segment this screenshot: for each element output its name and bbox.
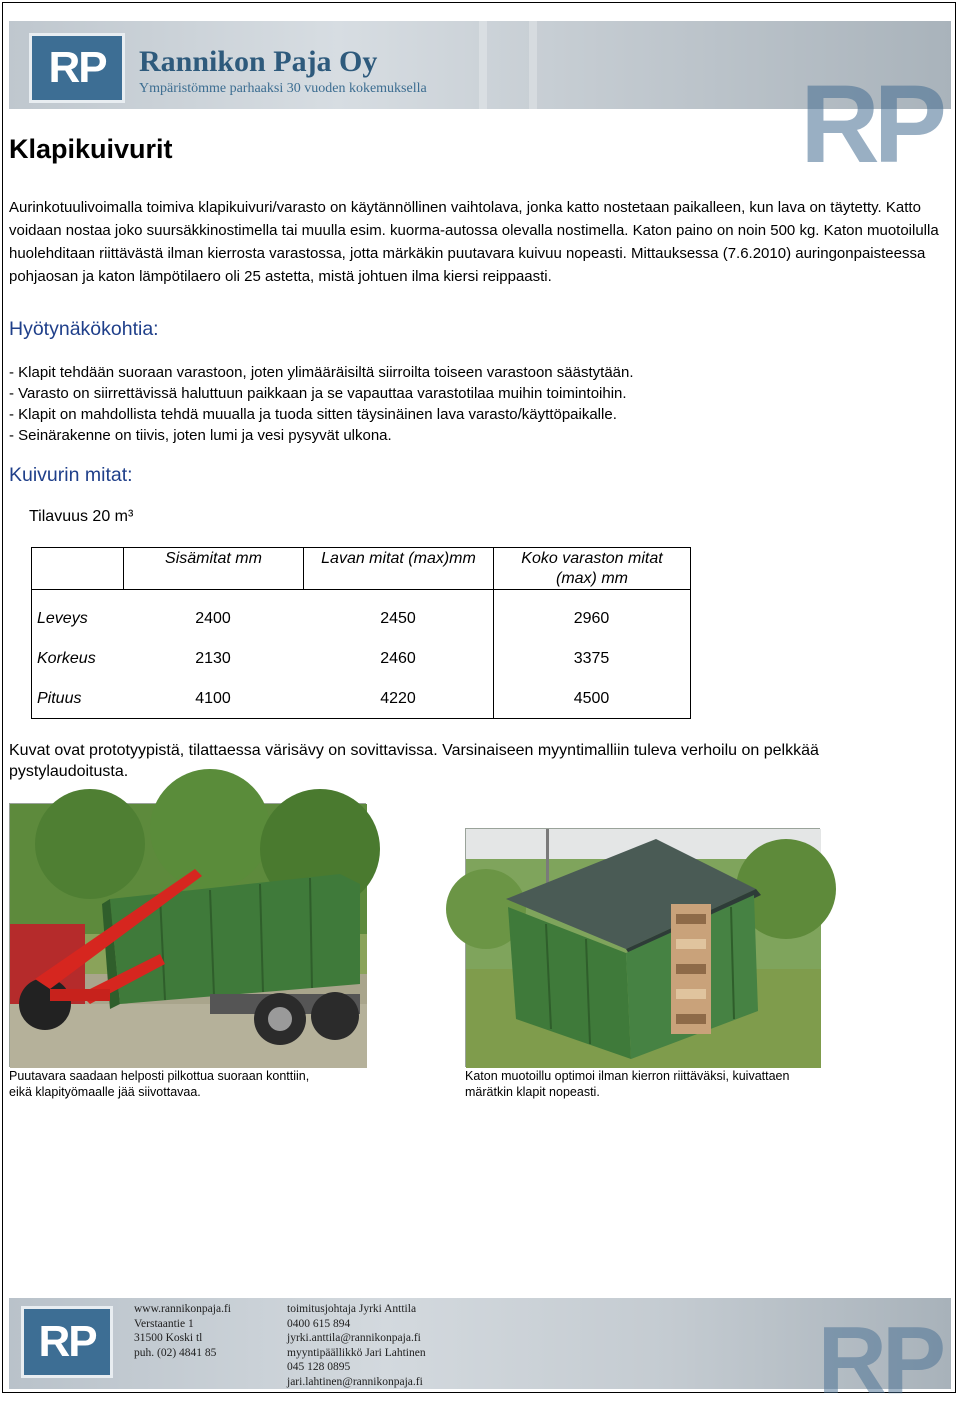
table-cell: 3375 (573, 650, 610, 667)
contact-phone: 0400 615 894 (287, 1317, 351, 1330)
benefit-item: - Varasto on siirrettävissä haluttuun paikkaan ja se vapauttaa varastotilaa muihin toimintoihin. (9, 385, 627, 402)
contact-phone: 045 128 0895 (287, 1361, 351, 1373)
contact-email-link[interactable]: jari.lahtinen@rannikonpaja.fi (287, 1375, 423, 1388)
table-cell: 4100 (195, 690, 231, 707)
intro-paragraph: Aurinkotuulivoimalla toimiva klapikuivuri/varasto on käytännöllinen vaihtolava, jonka katto nostetaan paikalleen, kun lava on täytetty. Katto voidaan nostaa joko suursäkkinostimella tai muulla esim. kuorma-autossa olevalla nostimella. Katon paino on noin 500 kg. Katon muotoilulla huolehditaan riittävästä ilman kierrosta varastossa, jotta märkäkin puutavara kuivuu nopeasti. Mittauksessa (7.6.2010) auringonpaisteessa pohjaosan ja katon lämpötilaero oli 25 astetta, mistä johtuen ilma kiersi reippaasti. (9, 199, 939, 285)
footer-watermark-logo: RP (817, 1307, 941, 1414)
table-cell: 2400 (195, 610, 231, 627)
table-cell: 2460 (380, 650, 416, 667)
photo-caption (465, 1068, 885, 1100)
row-label: Pituus (37, 690, 82, 707)
dimensions-table (31, 547, 691, 719)
company-name: Rannikon Paja Oy (139, 45, 378, 78)
contact-title: toimitusjohtaja Jyrki Anttila (287, 1303, 417, 1315)
caption-line: Puutavara saadaan helposti pilkottua suoraan konttiin, (9, 1069, 310, 1083)
photo-caption (9, 1068, 409, 1100)
row-label: Leveys (37, 610, 88, 627)
footer-banner (9, 1298, 951, 1414)
benefits-heading: Hyötynäkökohtia: (9, 318, 159, 340)
contact-title: myyntipäällikkö Jari Lahtinen (287, 1346, 426, 1359)
column-header: Lavan mitat (max)mm (303, 548, 493, 590)
page-title: Klapikuivurit (9, 134, 173, 164)
footer-city: 31500 Koski tl (134, 1332, 203, 1344)
table-rule (32, 589, 690, 590)
footer-website-link[interactable]: www.rannikonpaja.fi (134, 1303, 231, 1315)
footer-contacts (287, 1302, 426, 1389)
column-header: Koko varaston mitat (max) mm (493, 548, 690, 590)
banner-stripe (479, 21, 487, 109)
volume-label: Tilavuus 20 m³ (29, 508, 134, 525)
benefit-item: - Klapit tehdään suoraan varastoon, joten ylimääräisiltä siirroilta toiseen varastoon säästytään. (9, 364, 634, 381)
company-logo (29, 33, 125, 103)
row-label: Korkeus (37, 650, 96, 667)
logo-text: RP (38, 1317, 96, 1366)
photo-shed-with-roof (465, 828, 820, 1067)
table-cell: 4220 (380, 690, 416, 707)
banner-watermark-logo: RP (800, 63, 941, 186)
footer-street: Verstaantie 1 (134, 1317, 194, 1330)
table-cell: 2960 (573, 610, 610, 627)
banner-stripe (529, 21, 537, 109)
footer-address (134, 1302, 231, 1360)
table-cell: 4500 (573, 690, 610, 707)
footer-logo (21, 1306, 113, 1378)
logo-text: RP (48, 43, 106, 92)
photo-container-with-splitter (9, 803, 366, 1067)
benefit-item: - Klapit on mahdollista tehdä muualla ja tuoda sitten täysinäinen lava varasto/käyttöpaikalle. (9, 406, 617, 423)
table-cell: 2450 (380, 610, 416, 627)
column-header: Sisämitat mm (123, 548, 303, 590)
table-rule (493, 589, 494, 718)
caption-line: Katon muotoillu optimoi ilman kierron riittäväksi, kuivattaen (465, 1069, 790, 1083)
benefits-list (9, 362, 939, 446)
company-tagline: Ympäristömme parhaaksi 30 vuoden kokemuksella (139, 81, 427, 96)
prototype-note: Kuvat ovat prototyypistä, tilattaessa värisävy on sovittavissa. Varsinaiseen myyntimalliin tuleva verhoilu on pelkkää pystylaudoitusta. (9, 742, 819, 780)
caption-line: eikä klapityömaalle jää siivottavaa. (9, 1085, 201, 1099)
benefit-item: - Seinärakenne on tiivis, joten lumi ja vesi pysyvät ulkona. (9, 427, 392, 444)
table-cell: 2130 (195, 650, 231, 667)
footer-phone: puh. (02) 4841 85 (134, 1346, 217, 1359)
dimensions-heading: Kuivurin mitat: (9, 464, 133, 486)
caption-line: märätkin klapit nopeasti. (465, 1085, 600, 1099)
contact-email-link[interactable]: jyrki.anttila@rannikonpaja.fi (287, 1332, 421, 1344)
